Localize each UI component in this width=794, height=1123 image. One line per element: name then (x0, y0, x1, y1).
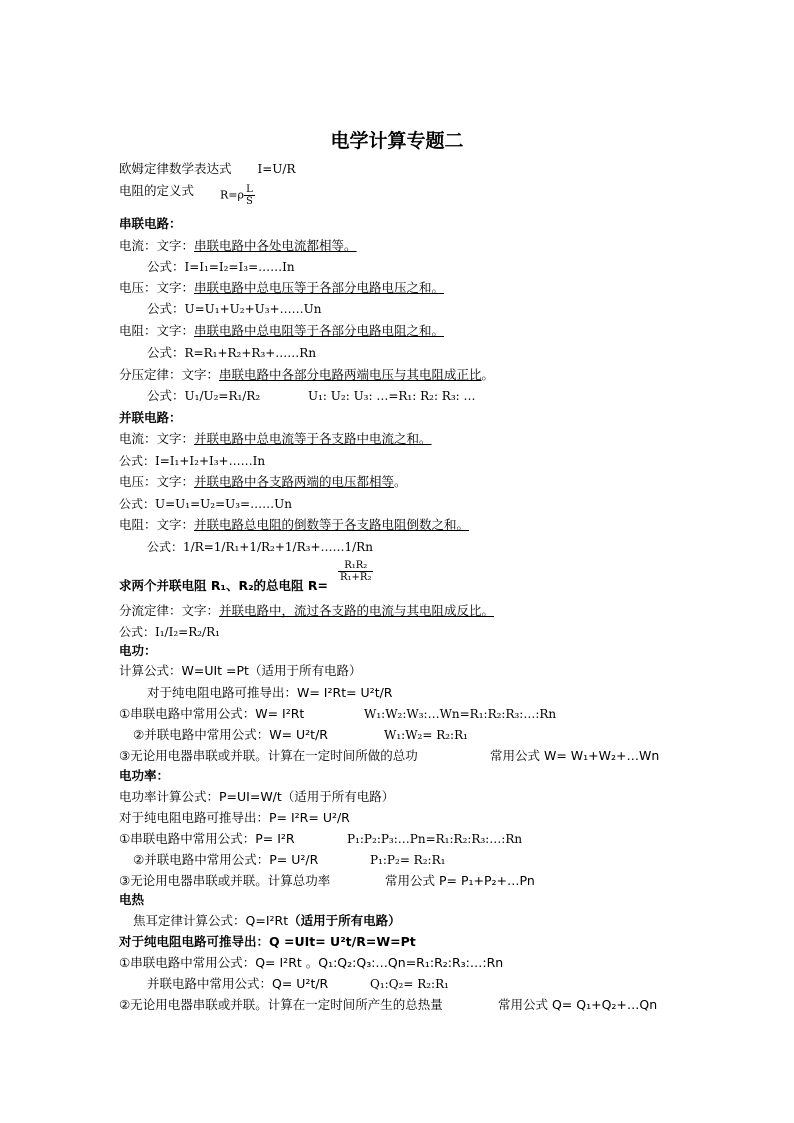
parallel-voltage-text: 并联电路中各支路两端的电压都相等 (194, 474, 395, 489)
series-divider-formula-line (147, 387, 260, 405)
ohm-law-line (119, 160, 296, 178)
parallel-voltage-formula: 公式：U=U₁=U₂=U₃=……Un (119, 497, 292, 511)
parallel-voltage-line (119, 473, 407, 491)
series-divider-prefix: 分压定律：文字： (119, 367, 220, 382)
series-current-formula-label: 公式： (147, 259, 185, 274)
parallel-resistance-formula: 公式：1/R=1/R₁+1/R₂+1/R₃+……1/Rn (147, 540, 373, 554)
power-parallel: ②并联电路中常用公式：P= U²/R (133, 852, 319, 867)
parallel-resistance-line (119, 516, 469, 534)
heat-total: ②无论用电器串联或并联。计算在一定时间所产生的总热量 (119, 997, 443, 1012)
ohm-law-label: 欧姆定律数学表达式 (119, 161, 232, 176)
parallel-voltage-end: 。 (394, 474, 407, 489)
series-current-text: 串联电路中各处电流都相等。 (194, 238, 357, 253)
series-divider-formula: U₁/U₂=R₁/R₂ (184, 389, 261, 403)
series-voltage-text: 串联电路中总电压等于各部分电路电压之和。 (194, 280, 445, 295)
two-resistors-fraction-wrap (338, 560, 373, 583)
series-current-formula: I=I₁=I₂=I₃=……In (184, 260, 295, 274)
parallel-shunt-line (119, 602, 494, 620)
resistance-definition-line (119, 182, 194, 200)
two-resistors-denominator: R₁+R₂ (340, 572, 372, 583)
work-parallel-ratio: W₁:W₂= R₂:R₁ (384, 728, 468, 742)
work-heading: 电功： (119, 643, 157, 658)
work-total-formula: 常用公式 W= W₁+W₂+…Wn (490, 748, 660, 763)
heat-pure: 对于纯电阻电路可推导出：Q =UIt= U²t/R=W=Pt (119, 934, 416, 949)
series-voltage-formula-label: 公式： (147, 301, 185, 316)
heat-joule-scope: （适用于所有电路） (288, 913, 401, 928)
heat-joule-line (133, 912, 401, 930)
parallel-current-text: 并联电路中总电流等于各支路中电流之和。 (194, 431, 432, 446)
parallel-shunt-formula: 公式：I₁/I₂=R₂/R₁ (119, 625, 220, 639)
parallel-shunt-prefix: 分流定律：文字： (119, 603, 220, 618)
parallel-voltage-prefix: 电压：文字： (119, 474, 195, 489)
heat-joule-formula: 焦耳定律计算公式：Q=I²Rt (133, 913, 289, 928)
resistance-definition-formula (220, 184, 255, 207)
series-divider-formula-2: U₁: U₂: U₃: …=R₁: R₂: R₃: … (308, 389, 476, 403)
series-resistance-text: 串联电路中总电阻等于各部分电路电阻之和。 (194, 323, 445, 338)
series-divider-line (119, 366, 494, 384)
power-heading: 电功率： (119, 768, 170, 783)
parallel-shunt-text: 并联电路中，流过各支路的电流与其电阻成反比。 (219, 603, 495, 618)
resistance-lhs: R=ρ (220, 188, 244, 202)
work-series-ratio: W₁:W₂:W₃:…Wn=R₁:R₂:R₃:…:Rn (364, 707, 557, 721)
series-resistance-formula-line (147, 344, 316, 362)
series-resistance-formula-label: 公式： (147, 345, 185, 360)
work-pure: 对于纯电阻电路可推导出：W= I²Rt= U²t/R (147, 685, 393, 700)
heat-heading: 电热 (119, 892, 145, 907)
parallel-resistance-prefix: 电阻：文字： (119, 517, 195, 532)
power-calc: 电功率计算公式：P=UI=W/t（适用于所有电路） (119, 789, 395, 804)
two-resistors-label: 求两个并联电阻 R₁、R₂的总电阻 R= (119, 578, 329, 593)
series-current-prefix: 电流：文字： (119, 238, 195, 253)
parallel-heading: 并联电路： (119, 410, 182, 425)
series-divider-formula-label: 公式： (147, 388, 185, 403)
series-divider-text: 串联电路中各部分电路两端电压与其电阻成正比 (219, 367, 482, 382)
page-title: 电学计算专题二 (330, 130, 464, 152)
series-voltage-formula: U=U₁+U₂+U₃+……Un (184, 302, 322, 316)
power-total: ③无论用电器串联或并联。计算总功率 (119, 873, 331, 888)
series-current-line (119, 237, 357, 255)
two-resistors-fraction (338, 560, 373, 583)
parallel-resistance-text: 并联电路总电阻的倒数等于各支路电阻倒数之和。 (194, 517, 470, 532)
work-parallel: ②并联电路中常用公式：W= U²t/R (133, 727, 328, 742)
parallel-current-formula: 公式：I=I₁+I₂+I₃+……In (119, 454, 266, 468)
work-calc: 计算公式：W=UIt =Pt（适用于所有电路） (119, 663, 362, 678)
parallel-current-prefix: 电流：文字： (119, 431, 195, 446)
work-total: ③无论用电器串联或并联。计算在一定时间所做的总功 (119, 748, 418, 763)
heat-total-formula: 常用公式 Q= Q₁+Q₂+…Qn (498, 997, 658, 1012)
series-resistance-formula: R=R₁+R₂+R₃+……Rn (184, 346, 317, 360)
heat-parallel-ratio: Q₁:Q₂= R₂:R₁ (370, 977, 449, 991)
resistance-denominator: S (245, 196, 253, 207)
series-resistance-line (119, 322, 444, 340)
heat-parallel: 并联电路中常用公式：Q= U²t/R (147, 976, 329, 991)
resistance-numerator: L (244, 184, 255, 196)
series-voltage-prefix: 电压：文字： (119, 280, 195, 295)
resistance-definition-label: 电阻的定义式 (119, 183, 195, 198)
series-voltage-line (119, 279, 444, 297)
heat-series: ①串联电路中常用公式：Q= I²Rt 。Q₁:Q₂:Q₃:…Qn=R₁:R₂:R₃:…:Rn (119, 955, 504, 970)
resistance-fraction (244, 184, 255, 207)
power-parallel-ratio: P₁:P₂= R₂:R₁ (370, 853, 446, 867)
power-series-ratio: P₁:P₂:P₃:…Pn=R₁:R₂:R₃:…:Rn (347, 832, 523, 846)
parallel-current-line (119, 430, 432, 448)
series-resistance-prefix: 电阻：文字： (119, 323, 195, 338)
ohm-law-formula: I=U/R (257, 162, 296, 176)
work-series: ①串联电路中常用公式：W= I²Rt (119, 706, 305, 721)
two-resistors-numerator: R₁R₂ (338, 560, 373, 572)
series-current-formula-line (147, 258, 295, 276)
power-series: ①串联电路中常用公式：P= I²R (119, 831, 295, 846)
series-heading: 串联电路： (119, 216, 182, 231)
series-voltage-formula-line (147, 300, 321, 318)
power-total-formula: 常用公式 P= P₁+P₂+…Pn (385, 873, 535, 888)
power-pure: 对于纯电阻电路可推导出：P= I²R= U²/R (119, 810, 350, 825)
series-divider-end: 。 (481, 367, 495, 382)
